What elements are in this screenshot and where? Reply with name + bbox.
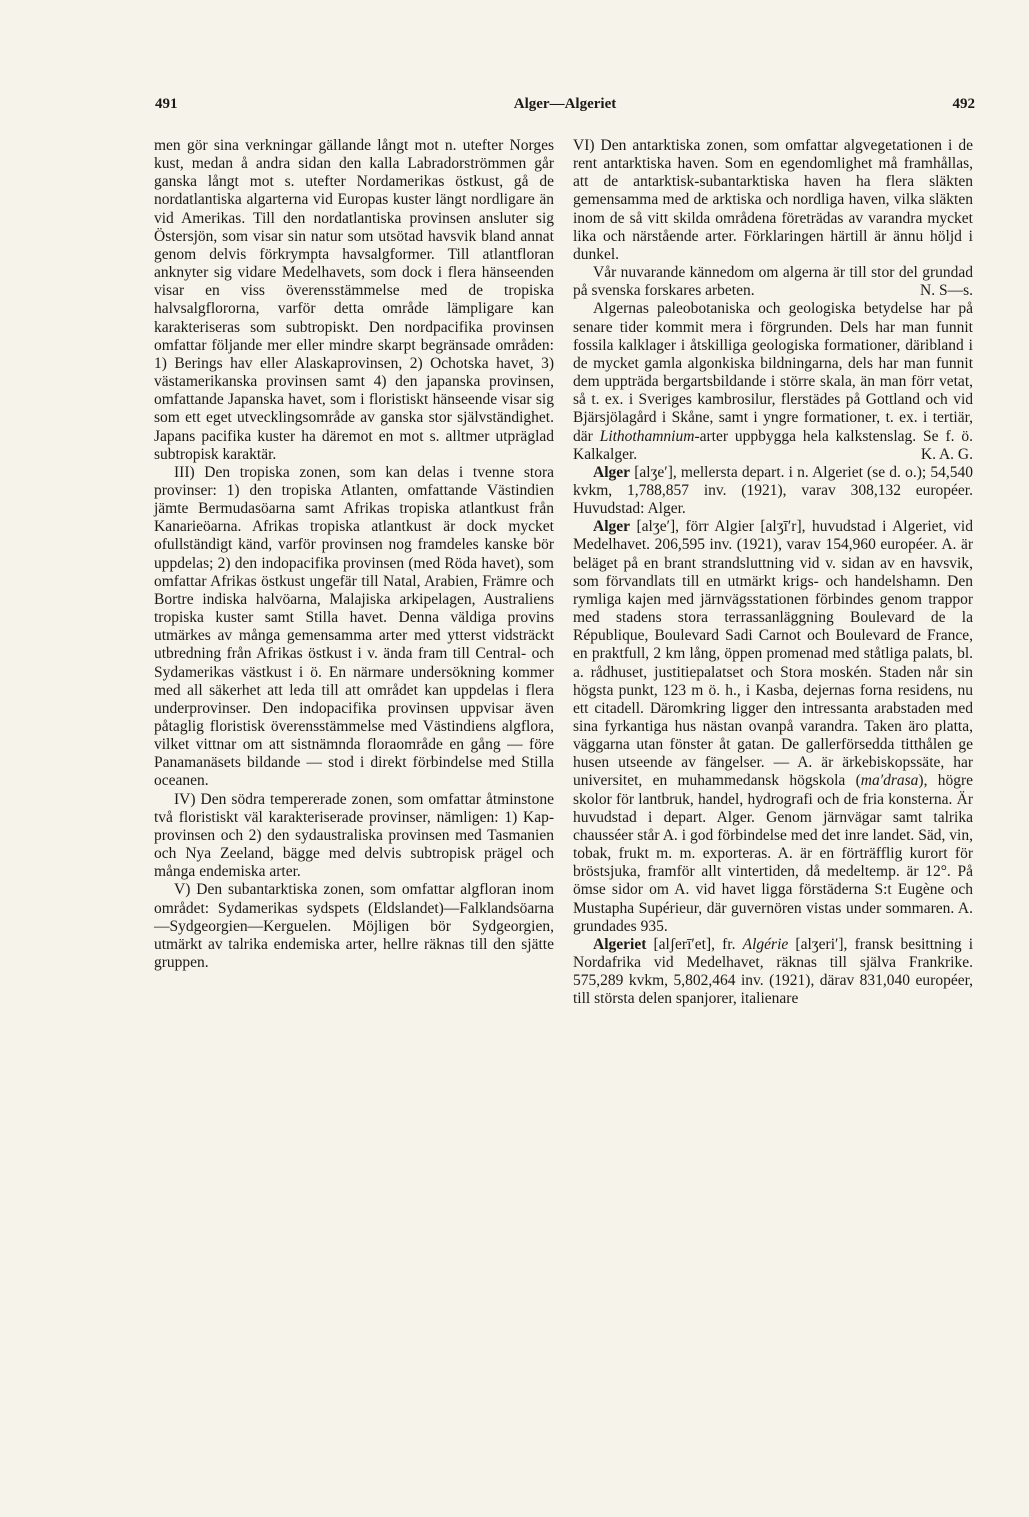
left-column: [154, 137, 554, 972]
paragraph-southern-temperate-zone: IV) Den södra tempererade zonen, som omfattar åtminstone två floristiskt väl karakteriserade provinser, nämligen: 1) Kap-provinsen och 2) den sydaustraliska provinsen med Tasmanien och Nya Zeeland, bägge med delvis subtropisk prägel och många endemiska arter.: [154, 790, 554, 881]
headword: Algeriet: [593, 935, 647, 953]
headword: Alger: [593, 518, 631, 536]
entry-body: [alʒe′], förr Algier [alʒī′r], huvudstad i Algeriet, vid Medelhavet. 206,595 inv. (1921), varav 154,960 européer. A. är beläget på en brant strandsluttning vid v. sidan av en havsvik, som förvandlats till en utmärkt krigs- och handelshamn. Den rymliga kajen med järnvägsstationen förbindes genom trappor med stadens stora terrassanläggning Boulevard de la République, Boulevard Sadi Carnot och Boulevard de France, en praktfull, 2 km lång, öppen promenad med ståtliga palats, bl. a. rådhuset, justitiepalatset och Stora moskén. Staden når sin högsta punkt, 123 m ö. h., i Kasba, dejernas forna residens, nu ett citadell. Däromkring ligger den intressanta arabstaden med sina fyrkantiga hus nästan ovanpå varandra. Taken äro platta, väggarna utan fönster åt gatan. De gallerförsedda titthålen ge husen utseende av fängelser. — A. är ärkebiskopssäte, har universitet, en muhammedansk högskola (: [573, 518, 973, 790]
entry-alger-city: [573, 518, 973, 936]
paragraph-research-text: Vår nuvarande kännedom om algerna är till stor del grundad på svenska forskares arbeten.: [573, 264, 973, 300]
entry-algeriet: [573, 936, 973, 1009]
running-header: [155, 96, 975, 118]
paragraph-antarctic-zone: VI) Den antarktiska zonen, som omfattar algvegetationen i de rent antarktiska haven. Som en egendomlighet må framhållas, att de antarktisk-subantarktiska haven ha flera släkten gemensamma med de arktiska och nordliga haven, vilka släkten inom de så vitt skilda områdena företrädas av varandra mycket lika och närstående arter. Förklaringen härtill är ännu höljd i dunkel.: [573, 137, 973, 263]
paragraph-paleobotany-text: Algernas paleobotaniska och geologiska betydelse har på senare tider kommit mera i förgrunden. Dels har man funnit fossila kalklager i åtskilliga geologiska formationer, däribland i de mycket gamla algonkiska bildningarna, dels har man funnit dem uppträda bergartsbildande i större skala, än man förr vetat, så t. ex. i Sveriges kambrosilur, flerstädes på Gottland och vid Bjärsjölagård i Skåne, samt i yngre formationer, t. ex. i tertiär, där: [573, 300, 973, 445]
page-number-right: 492: [952, 96, 975, 112]
french-name: Algérie: [742, 935, 789, 953]
entry-body: [alʒe′], mellersta depart. i n. Algeriet (se d. o.); 54,540 kvkm, 1,788,857 inv. (1921), varav 308,132 européer. Huvudstad: Alger.: [573, 463, 973, 518]
paragraph-tropical-zone: III) Den tropiska zonen, som kan delas i tvenne stora provinser: 1) den tropiska Atlanten, omfattande Västindien jämte Bermudasöarna samt Afrikas tropiska atlantkust från Kanarieöarna. Afrikas tropiska atlantkust är dock mycket ofullständigt känd, varför provinsen nog framdeles kanske bör uppdelas; 2) den indopacifika provinsen (med Röda havet), som omfattar Afrikas östkust ungefär till Natal, Arabien, Främre och Bortre indiska halvöarna, Malajiska arkipelagen, Australiens tropiska kuster samt Stilla havet. Denna väldiga provins utmärkes av många gemensamma arter med ytterst vidsträckt utbredning från Afrikas östkust i v. ända fram till Central- och Sydamerikas västkust i ö. En närmare undersökning kommer med all säkerhet att leda till att området kan uppdelas i flera underprovinser. Den indopacifika provinsen uppvisar även påtaglig floristisk överensstämmelse med Västindiens algflora, vilket vittnar om att sistnämnda floraområde en gång — före Panamanäsets bildande — stod i direkt förbindelse med Stilla oceanen.: [154, 463, 554, 790]
paragraph-northern-zone: men gör sina verkningar gällande långt mot n. utefter Norges kust, medan å andra sidan den kalla Labradorströmmen går ganska långt mot s. utefter Nordamerikas östkust, gå de nordatlantiska algarterna vid Europas kuster längt nordligare än vid Amerikas. Till den nordatlantiska provinsen ansluter sig Östersjön, som visar sin natur som utsötad havsvik bland annat genom delvis förkrympta havsalgformer. Till atlantfloran anknyter sig vidare Medelhavets, som dock i flera hänseenden visar en viss överensstämmelse med de tropiska halvsalgflororna, varför detta område lämpligare kan karakteriseras som subtropiskt. Den nordpacifika provinsen omfattar följande mer eller mindre skarpt begränsade områden: 1) Berings hav eller Alaskaprovinsen, 2) Ochotska havet, 3) västamerikanska provinsen samt 4) den japanska provinsen, omfattande Japanska havet, som i floristiskt hänseende visar sig som ett eget utvecklingsområde av ganska stor självständighet. Japans pacifika kuster ha däremot en mot s. alltmer utpräglad subtropisk karaktär.: [154, 137, 554, 463]
entry-body-end: [alʒeri′], fransk besittning i Nordafrika vid Medelhavet, räknas till själva Frankrike. 575,289 kvkm, 5,802,464 inv. (1921), därav 831,040 européer, till största delen spanjorer, italienare: [573, 935, 974, 1008]
author-signature: N. S—s.: [920, 282, 973, 300]
arabic-term: ma′drasa: [860, 772, 919, 790]
right-column: [573, 137, 973, 1009]
paragraph-subantarctic-zone: V) Den subantarktiska zonen, som omfattar algfloran inom området: Sydamerikas sydspets (Eldslandet)—Falklandsöarna—Sydgeorgien—Kerguelen. Möjligen bör Sydgeorgien, utmärkt av talrika endemiska arter, hellre räknas till den sjätte gruppen.: [154, 881, 554, 972]
genus-name: Lithothamnium: [599, 427, 695, 445]
headword: Alger: [593, 463, 631, 481]
paragraph-research: [573, 264, 973, 300]
author-signature: K. A. G.: [920, 445, 973, 463]
paragraph-paleobotany: [573, 300, 973, 463]
entry-body: [alʃerī′et], fr.: [653, 935, 736, 953]
page-number-left: 491: [155, 96, 178, 112]
entry-body-end: ), högre skolor för lantbruk, handel, hydrografi och de fria konsterna. Är huvudstad i depart. Alger. Genom järnvägar samt talrika chausséer står A. i god förbindelse med det inre landet. Säd, vin, tobak, frukt m. m. exporteras. A. är en förträfflig kurort för bröstsjuka, framför allt vintertiden, då medeltemp. är 12°. På ömse sidor om A. vid havet ligga förstäderna S:t Eugène och Mustapha Supérieur, där guvernören vistas under sommaren. A. grundades 935.: [573, 772, 974, 935]
entry-alger-department: [573, 464, 973, 518]
running-title: Alger—Algeriet: [513, 96, 617, 112]
paragraph-paleobotany-text-end: -arter uppbygga hela kalkstenslag. Se f. ö. Kalkalger.: [573, 427, 974, 463]
